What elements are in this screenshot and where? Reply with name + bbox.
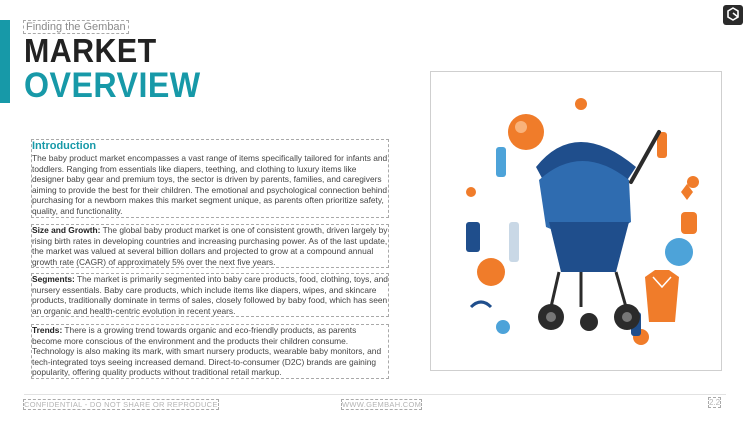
- page-title-line1: MARKET: [24, 32, 157, 69]
- footer-divider: [24, 394, 726, 395]
- page-title-line2: OVERVIEW: [24, 66, 201, 105]
- trends-body: There is a growing trend towards organic and eco-friendly products, as parents become more conscious of the environment and the products their children consume. Technology is also making its mark, with smart nursery products, wearable baby monitors, and tech-integrated toys seeing increased demand. Direct-to-consumer (D2C) brands are gaining popularity, offering quality products without traditional retail markup.: [32, 325, 382, 378]
- intro-heading: Introduction: [32, 140, 97, 152]
- illustration-frame: [430, 71, 722, 371]
- segments-body: The market is primarily segmented into baby care products, food, clothing, toys, and nursery essentials. Baby care products, which include items like diapers, wipes, and skincare products, traditionally dominate in terms of sales, closely followed by baby food, which has seen an organic and health-centric evolution in recent years.: [32, 274, 388, 316]
- segments-heading: Segments:: [32, 274, 75, 284]
- stroller-illustration: [431, 72, 721, 370]
- size-growth-body: The global baby product market is one of consistent growth, driven largely by rising birth rates in developing countries and increasing purchasing power. As of the last update, the market was valued at several billion dollars and projected to grow at a compound annual growth rate (CAGR) of approximately 5% over the next five years.: [32, 225, 388, 267]
- kicker-text: Finding the Gemban: [26, 21, 126, 33]
- segments-section: [32, 274, 388, 316]
- brand-logo-icon: [722, 4, 744, 26]
- intro-section: [32, 140, 388, 217]
- size-growth-heading: Size and Growth:: [32, 225, 101, 235]
- footer-confidential: CONFIDENTIAL - DO NOT SHARE OR REPRODUCE: [24, 400, 218, 409]
- size-growth-section: [32, 225, 388, 267]
- trends-heading: Trends:: [32, 325, 63, 335]
- page-number: 2.2: [709, 398, 721, 407]
- accent-bar: [0, 20, 10, 103]
- footer-website[interactable]: WWW.GEMBAH.COM: [342, 400, 422, 409]
- intro-body: The baby product market encompasses a vast range of items specifically tailored for infants and toddlers. Ranging from essentials like diapers, teething, and clothing to luxury items like designer baby gear and premium toys, the sector is driven by parents, families, and caregivers aiming to provide the best for their children. The emotional and psychological connection behind purchasing for a newborn makes this market segment unique, as parents often prioritize safety, quality, and functionality.: [32, 153, 388, 216]
- trends-section: [32, 325, 388, 378]
